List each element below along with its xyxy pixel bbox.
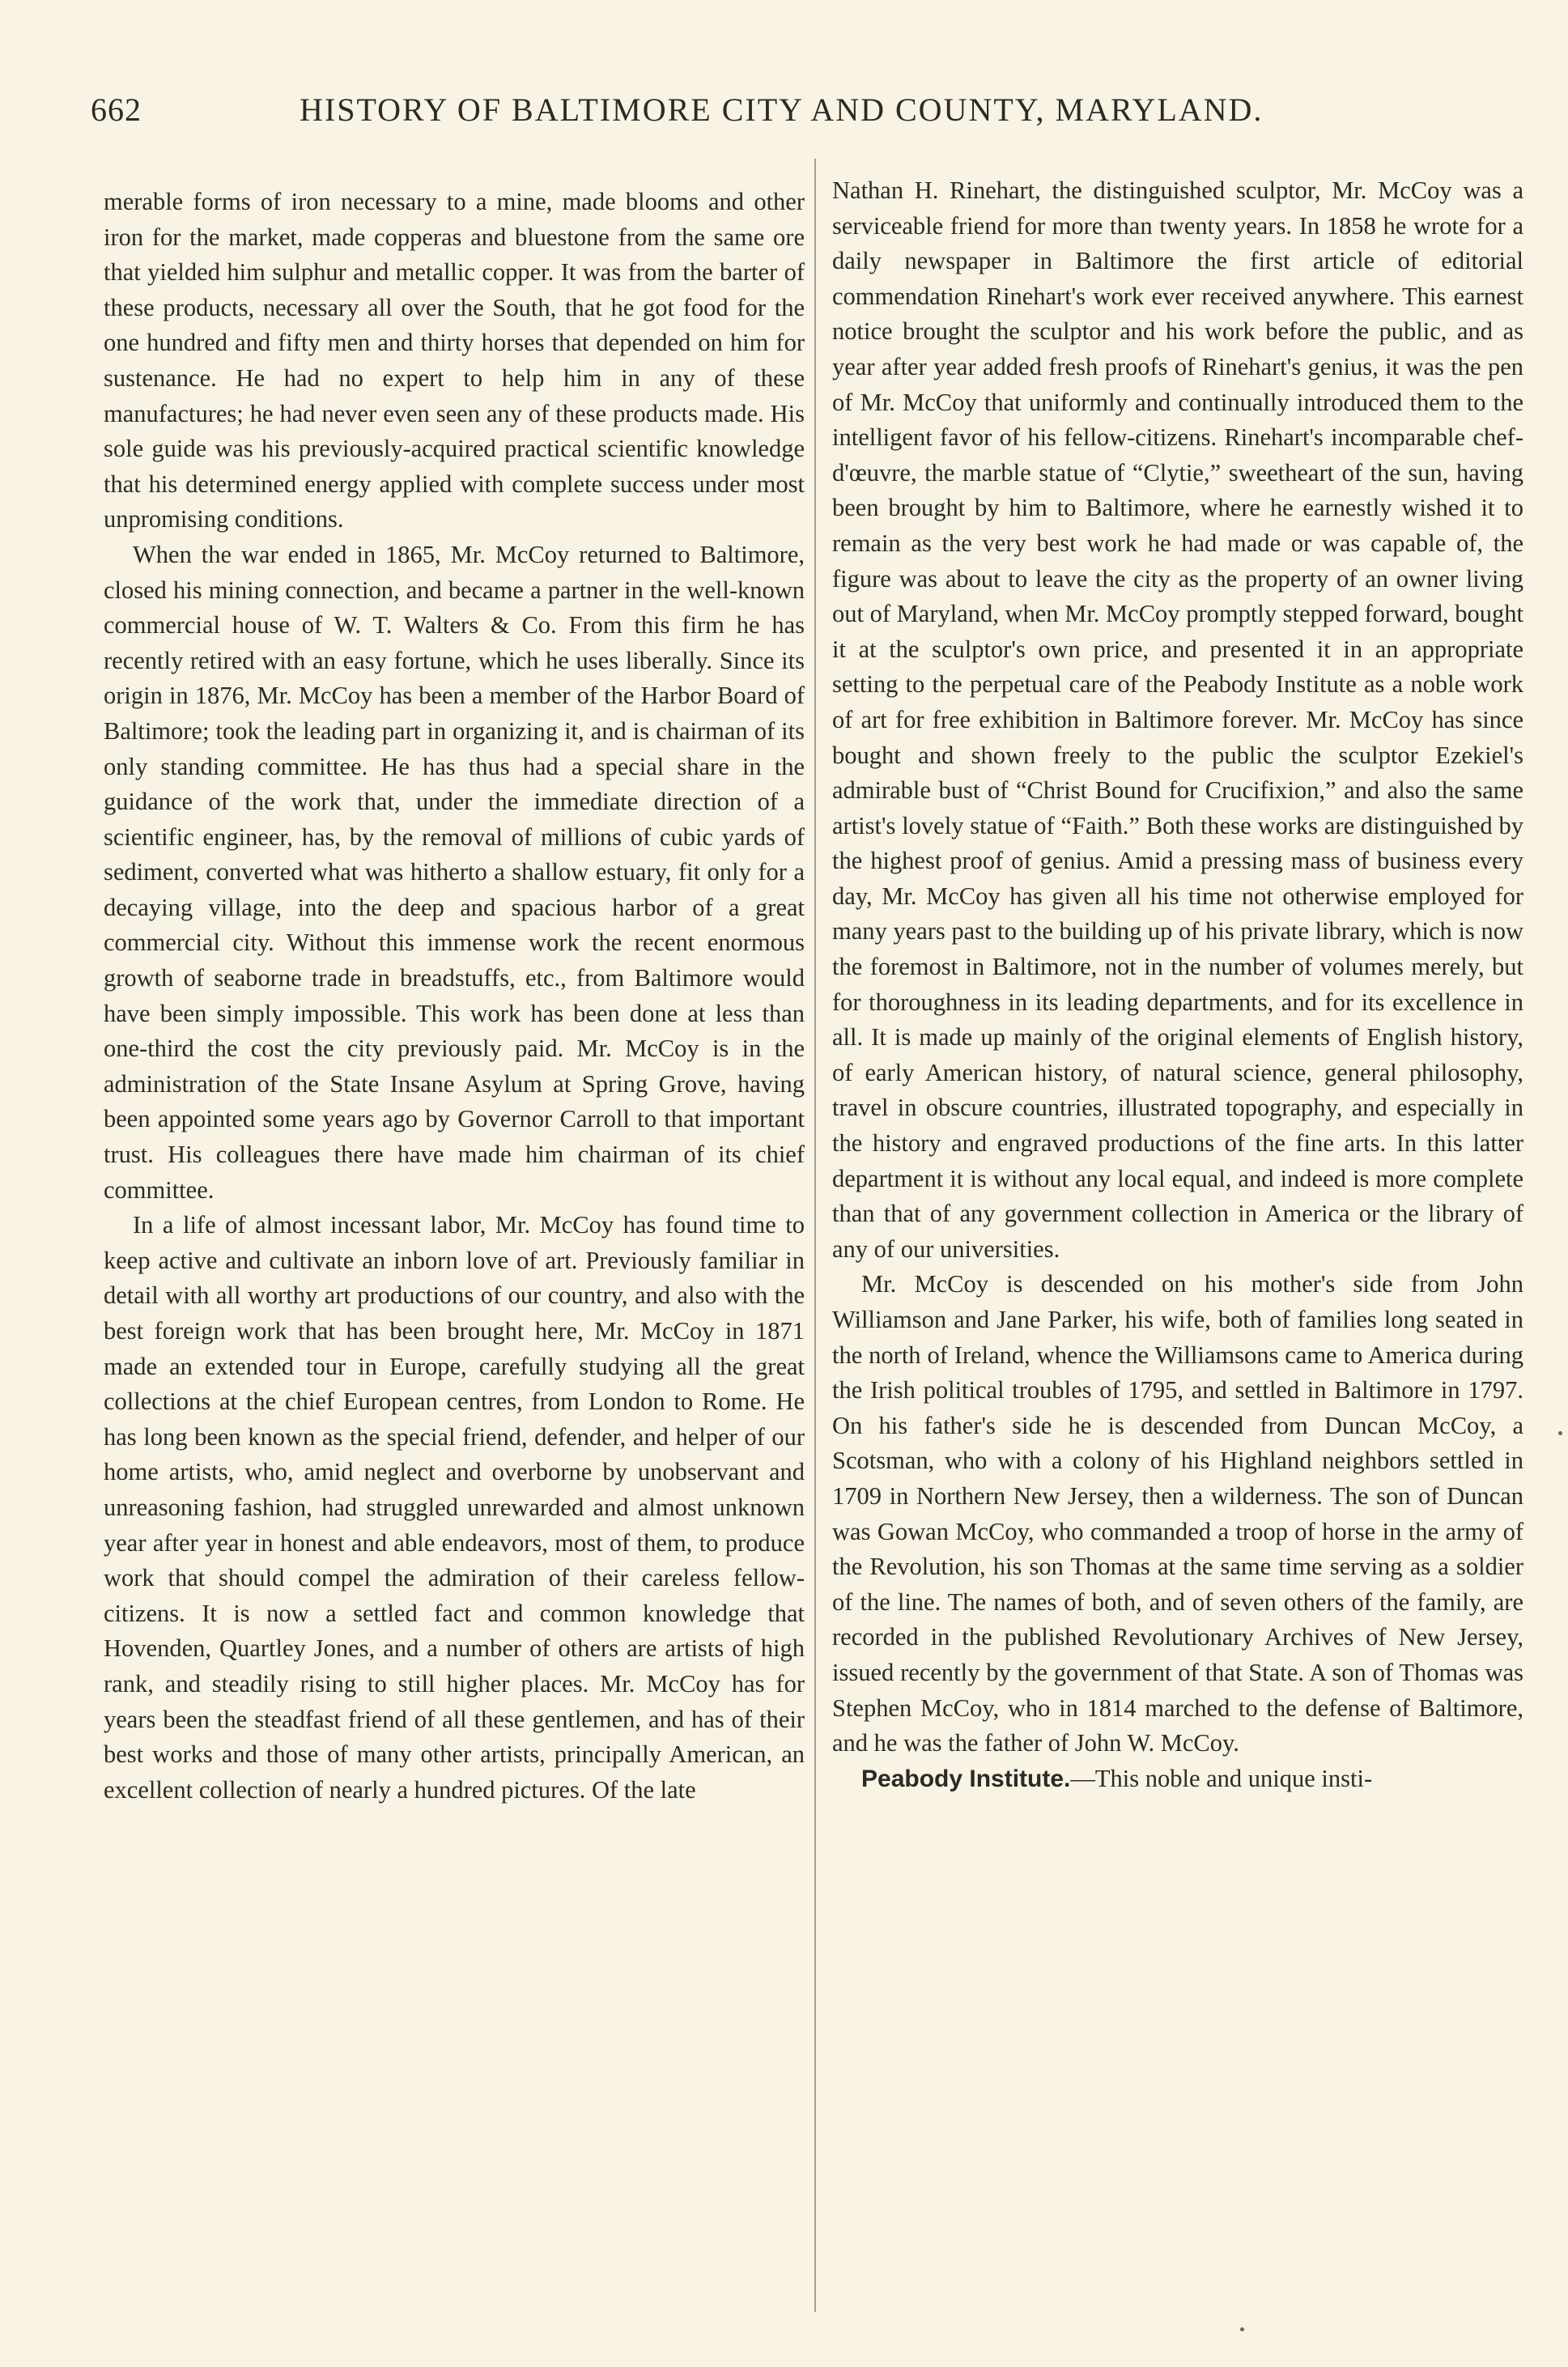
page-header bbox=[91, 91, 1483, 147]
section-heading: Peabody Institute. bbox=[861, 1765, 1071, 1792]
paragraph: When the war ended in 1865, Mr. McCoy returned to Baltimore, closed his mining connection, and became a partner in the well-known commercial house of W. T. Walters & Co. From this firm he has recently retired with an easy fortune, which he uses liberally. Since its origin in 1876, Mr. McCoy has been a member of the Harbor Board of Baltimore; took the leading part in organizing it, and is chairman of its only standing committee. He has thus had a special share in the guidance of the work that, under the immediate direction of a scientific engineer, has, by the removal of millions of cubic yards of sediment, converted what was hitherto a shallow estuary, fit only for a decaying village, into the deep and spacious harbor of a great commercial city. Without this immense work the recent enormous growth of seaborne trade in breadstuffs, etc., from Baltimore would have been simply impossible. This work has been done at less than one-third the cost the city previously paid. Mr. McCoy is in the administration of the State Insane Asylum at Spring Grove, having been appointed some years ago by Governor Carroll to that important trust. His colleagues there have made him chairman of its chief committee. bbox=[104, 540, 805, 1204]
column-divider bbox=[814, 159, 816, 2312]
paragraph: merable forms of iron necessary to a mine, made blooms and other iron for the market, made copperas and bluestone from the same ore that yielded him sulphur and metallic copper. It was from the barter of these products, necessary all over the South, that he got food for the one hundred and fifty men and thirty horses that depended on him for sustenance. He had no expert to help him in any of these manufactures; he had never even seen any of these products made. His sole guide was his previously-acquired practical scientific knowledge that his determined energy applied with complete success under most unpromising conditions. bbox=[104, 188, 805, 533]
left-column bbox=[104, 185, 805, 1808]
section-text: —This noble and unique insti- bbox=[1070, 1764, 1373, 1792]
paragraph: Nathan H. Rinehart, the distinguished sculptor, Mr. McCoy was a serviceable friend for more than twenty years. In 1858 he wrote for a daily newspaper in Baltimore the first article of editorial commendation Rinehart's work ever received anywhere. This earnest notice brought the sculptor and his work before the public, and as year after year added fresh proofs of Rinehart's genius, it was the pen of Mr. McCoy that uniformly and continually introduced them to the intelligent favor of his fellow-citizens. Rinehart's incomparable chef-d'œuvre, the marble statue of “Clytie,” sweetheart of the sun, having been brought by him to Baltimore, where he earnestly wished it to remain as the very best work he had made or was capable of, the figure was about to leave the city as the property of an owner living out of Maryland, when Mr. McCoy promptly stepped forward, bought it at the sculptor's own price, and presented it in an appropriate setting to the perpetual care of the Peabody Institute as a noble work of art for free exhibition in Baltimore forever. Mr. McCoy has since bought and shown freely to the public the sculptor Ezekiel's admirable bust of “Christ Bound for Crucifixion,” and also the same artist's lovely statue of “Faith.” Both these works are distinguished by the highest proof of genius. Amid a pressing mass of business every day, Mr. McCoy has given all his time not otherwise employed for many years past to the building up of his private library, which is now the foremost in Baltimore, not in the number of volumes merely, but for thoroughness in its leading departments, and for its excellence in all. It is made up mainly of the original elements of English history, of early American history, of natural science, general philosophy, travel in obscure countries, illustrated topography, and especially in the history and engraved productions of the fine arts. In this latter department it is without any local equal, and indeed is more complete than that of any government collection in America or the library of any of our universities. bbox=[832, 176, 1523, 1263]
right-column bbox=[832, 173, 1523, 1796]
print-speck bbox=[1558, 1431, 1562, 1435]
page-number: 662 bbox=[91, 91, 142, 128]
print-speck bbox=[1240, 2327, 1244, 2331]
paragraph: In a life of almost incessant labor, Mr. McCoy has found time to keep active and cultivate an inborn love of art. Previously familiar in detail with all worthy art productions of our country, and also with the best foreign work that has been brought here, Mr. McCoy in 1871 made an extended tour in Europe, carefully studying all the great collections at the chief European centres, from London to Rome. He has long been known as the special friend, defender, and helper of our home artists, who, amid neglect and overborne by unobservant and unreasoning fashion, had struggled unrewarded and almost unknown year after year in honest and able endeavors, most of them, to produce work that should compel the admiration of their careless fellow-citizens. It is now a settled fact and common knowledge that Hovenden, Quartley Jones, and a number of others are artists of high rank, and steadily rising to still higher places. Mr. McCoy has for years been the steadfast friend of all these gentlemen, and has of their best works and those of many other artists, principally American, an excellent collection of nearly a hundred pictures. Of the late bbox=[104, 1211, 805, 1804]
running-title: HISTORY OF BALTIMORE CITY AND COUNTY, MARYLAND. bbox=[300, 91, 1264, 128]
paragraph: Mr. McCoy is descended on his mother's side from John Williamson and Jane Parker, his wife, both of families long seated in the north of Ireland, whence the Williamsons came to America during the Irish political troubles of 1795, and settled in Baltimore in 1797. On his father's side he is descended from Duncan McCoy, a Scotsman, who with a colony of his Highland neighbors settled in 1709 in Northern New Jersey, then a wilderness. The son of Duncan was Gowan McCoy, who commanded a troop of horse in the army of the Revolution, his son Thomas at the same time serving as a soldier of the line. The names of both, and of seven others of the family, are recorded in the published Revolutionary Archives of New Jersey, issued recently by the government of that State. A son of Thomas was Stephen McCoy, who in 1814 marched to the defense of Baltimore, and he was the father of John W. McCoy. bbox=[832, 1270, 1523, 1757]
paragraph-section-start bbox=[832, 1761, 1523, 1797]
